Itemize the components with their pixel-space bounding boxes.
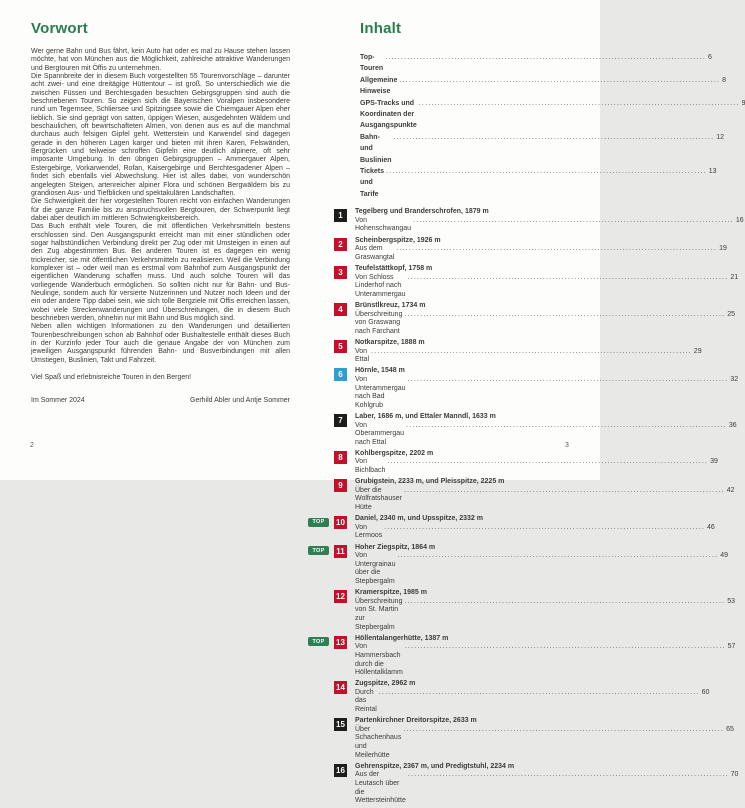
dot-leader	[379, 689, 700, 698]
tour-subtitle: Von Untergrainau über die Stepbergalm	[355, 552, 396, 585]
tour-title: Notkarspitze, 1888 m	[355, 338, 425, 346]
tour-subtitle-row	[355, 487, 735, 513]
toc-tour-entry	[308, 302, 736, 336]
tour-entry-text	[355, 763, 738, 806]
tour-title: Laber, 1686 m, und Ettaler Manndl, 1633 m	[355, 412, 496, 420]
tour-number-badge: 14	[334, 681, 347, 694]
tour-title: Gehrenspitze, 2367 m, und Predigtstuhl, 2234 m	[355, 762, 515, 770]
toc-tour-entry	[308, 589, 736, 632]
vorwort-text	[31, 48, 290, 382]
inhalt-page	[308, 20, 745, 808]
toc-front-entry-label: Bahn- und Buslinien	[360, 133, 392, 164]
toc-front-entry-label: Allgemeine Hinweise	[360, 76, 398, 96]
tour-page: 32	[730, 375, 739, 383]
toc-tour-entry	[308, 412, 737, 447]
dot-leader	[408, 274, 729, 283]
toc-front-entry-page: 6	[707, 54, 712, 61]
tour-number-badge: 12	[334, 590, 347, 603]
tour-entry-text	[355, 717, 734, 760]
tour-subtitle-row	[355, 726, 734, 760]
tour-page: 57	[727, 643, 736, 651]
toc-front-entry	[360, 52, 712, 75]
tour-subtitle: Von Ettal	[355, 347, 370, 364]
page-number-left: 2	[30, 442, 34, 449]
tour-number-badge: 16	[334, 764, 347, 777]
tour-subtitle: Überschreitung von Graswang nach Farchant	[355, 310, 403, 335]
tour-subtitle: Von Oberammergau nach Ettal	[355, 421, 405, 446]
toc-front-entry-page: 9	[741, 99, 745, 107]
tour-number-badge: 15	[334, 718, 347, 731]
dot-leader	[404, 487, 725, 496]
tour-number-badge: 1	[334, 209, 347, 222]
tour-subtitle-row	[355, 552, 728, 586]
toc-tour-entry	[308, 367, 739, 410]
tour-title: Brünstlkreuz, 1734 m	[355, 302, 426, 309]
tour-subtitle-row	[355, 311, 735, 337]
toc-tour-entry	[308, 236, 727, 263]
tour-entry-text	[355, 265, 738, 299]
dot-leader	[408, 376, 729, 385]
tour-page: 16	[735, 216, 744, 224]
tour-number-badge: 6	[334, 368, 347, 381]
tour-entry-text	[355, 413, 737, 447]
tour-number-badge: 4	[334, 303, 347, 316]
dot-leader	[408, 771, 729, 780]
dot-leader	[384, 524, 705, 533]
tour-number-badge: 11	[334, 545, 347, 558]
tour-subtitle: Über die Wolfratshauser Hütte	[355, 486, 402, 512]
toc-tour-entry	[308, 338, 702, 365]
page-number-right: 3	[565, 442, 569, 449]
toc-tour-entry	[308, 543, 729, 587]
toc-tour-entry	[308, 762, 739, 806]
tour-subtitle-row	[355, 217, 744, 234]
tour-title: Partenkirchner Dreitorspitze, 2633 m	[355, 717, 477, 725]
tour-subtitle: Aus der Leutasch über die Wettersteinhütte	[355, 771, 406, 805]
tour-title: Grubigstein, 2233 m, und Pleisspitze, 2225 m	[355, 478, 505, 486]
toc-front-entry-label: Tickets und Tarife	[360, 168, 384, 198]
tour-entry-text	[355, 208, 744, 234]
toc-tour-entry	[308, 478, 735, 512]
tour-page: 49	[720, 552, 729, 560]
dot-leader	[403, 726, 724, 735]
tour-subtitle-row	[355, 348, 702, 365]
top-badge: TOP	[308, 518, 329, 527]
tour-entry-text	[355, 478, 735, 512]
tour-subtitle: Von Hammersbach durch die Höllentalklamm	[355, 643, 403, 677]
dot-leader	[387, 458, 708, 467]
dot-leader	[397, 552, 718, 561]
dot-leader	[371, 348, 692, 357]
tour-subtitle-row	[355, 422, 737, 448]
dot-leader	[413, 217, 734, 226]
tour-number-badge: 2	[334, 238, 347, 251]
tour-title: Daniel, 2340 m, und Upsspitze, 2332 m	[355, 515, 483, 523]
tour-entry-text	[355, 367, 738, 410]
tour-title: Tegelberg und Branderschrofen, 1879 m	[355, 208, 489, 216]
tour-subtitle-row	[355, 689, 709, 715]
tour-subtitle: Von Hohenschwangau	[355, 216, 412, 233]
tour-subtitle: Von Unterammergau nach Bad Kohlgrub	[355, 375, 406, 409]
tour-entry-text	[355, 589, 735, 632]
dot-leader	[386, 166, 707, 177]
authors: Gerhild Abler und Antje Sommer	[190, 397, 290, 405]
tour-subtitle-row	[355, 458, 718, 475]
tour-page: 42	[726, 486, 735, 494]
toc-front-entry-page: 8	[722, 76, 727, 84]
tour-entry-text	[355, 680, 709, 714]
toc-front-entry-label: Top-Touren	[360, 54, 384, 73]
tour-entry-text	[355, 302, 735, 336]
tour-page: 36	[728, 421, 737, 429]
toc-front-entry	[360, 75, 727, 98]
vorwort-page	[31, 20, 290, 404]
tour-title: Zugspitze, 2962 m	[355, 680, 416, 688]
dot-leader	[419, 98, 740, 109]
dot-leader	[394, 132, 715, 143]
tour-page: 46	[707, 523, 715, 531]
vorwort-paragraph: Wer gerne Bahn und Bus fährt, kein Auto hat oder es mal zu Hause stehen lassen möchte, hat von München aus die Möglichkeit, zahlreiche attraktive Wanderungen und Bergtouren mit Öffis zu unternehmen.	[31, 48, 290, 72]
tour-number-badge: 5	[334, 340, 347, 353]
tour-entry-text	[355, 450, 718, 476]
tour-entry-text	[355, 237, 727, 263]
tour-number-badge: 7	[334, 414, 347, 427]
tour-title: Kramerspitze, 1985 m	[355, 589, 427, 597]
tour-subtitle: Über Schachenhaus und Meilerhütte	[355, 725, 402, 759]
vorwort-paragraph: Viel Spaß und erlebnisreiche Touren in den Bergen!	[31, 374, 192, 382]
dot-leader	[396, 245, 717, 254]
tour-page: 60	[701, 688, 710, 696]
vorwort-paragraph: Die Spannbreite der in diesem Buch vorgestellten 55 Tourenvorschläge – darunter acht zwei- und eine dreitägige Hüttentour – ist groß. So unterschiedlich wie die zwischen Füssen und Berchtesgaden besuchten Gebirgsgruppen sind auch die beschriebenen Touren. So zeigen sich die Bayerischen Voralpen insbesondere rund um Tegernsee, Schliersee und Spitzingsee sowie die Chiemgauer Alpen eher lieblich. Sie sind geprägt von satten, üppigen Wiesen, ausgedehnten Wäldern und beschaulichen, oft bewirtschafteten Almen, von denen aus es auf die manchmal durchaus auch felsigen Gipfel geht. Wetterstein und Karwendel sind dagegen gerade in den höheren Lagen karger und bieten mit ihren Karen, Felswänden, Bergrücken und teilweise schroffen Gipfeln eine deutlich alpinere, oft sehr imposante Umgebung. In den übrigen Gebirgsgruppen – Ammergauer Alpen, Estergebirge, Vorkarwendel, Rofan, Kaisergebirge und Berchtesgadener Alpen – findet sich ebenfalls viel Abwechslung. Hier ist alles dabei, von wunderschön angelegten Steigen, artenreicher alpiner Flora und schönen Bergwäldern bis zu grandiosen Aus- und Tiefblicken und spektakulären Landschaften.	[31, 73, 290, 197]
tour-subtitle-row	[355, 245, 727, 262]
tour-title: Hörnle, 1548 m	[355, 367, 405, 375]
tour-number-badge: 8	[334, 451, 347, 464]
vorwort-paragraph: Die Schwierigkeit der hier vorgestellten Touren reicht von einfachen Wanderungen für die ganze Familie bis zu anspruchsvollen Bergtouren, der Schwerpunkt liegt dabei aber deutlich im mittleren Schwierigkeitsbereich.	[31, 198, 290, 222]
inhalt-title: Inhalt	[360, 20, 402, 37]
dot-leader	[406, 422, 727, 431]
top-badge: TOP	[308, 637, 329, 646]
dot-leader	[404, 598, 725, 607]
tour-page: 21	[730, 273, 739, 281]
tour-subtitle-row	[355, 771, 738, 805]
tour-subtitle-row	[355, 643, 735, 677]
tour-page: 70	[730, 771, 739, 779]
tour-subtitle: Überschreitung von St. Martin zur Stepbergalm	[355, 597, 403, 631]
dot-leader	[405, 643, 726, 652]
tour-page: 39	[710, 458, 718, 466]
tour-subtitle-row	[355, 598, 735, 632]
vorwort-title: Vorwort	[31, 20, 88, 37]
tour-subtitle-row	[355, 274, 738, 300]
toc-tour-entry	[308, 208, 744, 234]
toc-front-entry-page: 12	[716, 133, 725, 141]
toc-tour-entry	[308, 634, 736, 678]
tour-number-badge: 3	[334, 266, 347, 279]
dot-leader	[399, 75, 720, 86]
vorwort-paragraph: Neben allen wichtigen Informationen zu den Wanderungen und detaillierten Tourenbeschreibungen schon ab Bahnhof oder Bushaltestelle enthält dieses Buch in der Kurzinfo jeder Tour auch die genaue Angabe der von München zum jeweiligen Ausgangspunkt führenden Bahn- und Busverbindungen mit allen Umstiegen, Buslinien, Takt und Fahrzeit.	[31, 323, 290, 364]
toc-tour-entry	[308, 449, 718, 476]
toc-front-entry-label: GPS-Tracks und Koordinaten der Ausgangspunkte	[360, 99, 417, 130]
tour-entry-text	[355, 635, 735, 678]
toc-tour-entry	[308, 515, 715, 541]
tour-title: Hoher Ziegspitz, 1864 m	[355, 543, 436, 551]
dot-leader	[385, 52, 706, 63]
tour-page: 65	[726, 725, 734, 733]
toc-tour-entry	[308, 717, 734, 760]
tour-page: 25	[727, 310, 736, 318]
tour-number-badge: 13	[334, 636, 347, 649]
tour-title: Höllentalangerhütte, 1387 m	[355, 634, 449, 642]
toc-front-entry	[360, 166, 717, 200]
toc-tour-list	[308, 208, 744, 806]
toc-tour-entry	[308, 265, 739, 299]
toc-front-entry	[360, 132, 725, 166]
tour-title: Kohlbergspitze, 2202 m	[355, 449, 434, 457]
tour-subtitle: Von Bichlbach	[355, 458, 386, 475]
tour-page: 19	[719, 245, 727, 253]
tour-number-badge: 9	[334, 479, 347, 492]
tour-title: Teufelstättkopf, 1758 m	[355, 265, 433, 273]
tour-number-badge: 10	[334, 516, 347, 529]
toc-front-entry	[360, 98, 745, 132]
tour-subtitle: Von Lermoos	[355, 523, 383, 540]
tour-title: Scheinbergspitze, 1926 m	[355, 236, 441, 244]
toc-front-list	[360, 52, 745, 200]
tour-entry-text	[355, 515, 715, 541]
tour-page: 53	[727, 597, 736, 605]
tour-subtitle: Von Schloss Linderhof nach Unterammergau	[355, 273, 406, 298]
tour-subtitle: Durch das Reintal	[355, 688, 377, 714]
tour-entry-text	[355, 544, 728, 587]
vorwort-paragraph: Das Buch enthält viele Touren, die mit öffentlichen Verkehrsmitteln bestens erschlossen sind. Den Ausgangspunkt erreicht man mit einer stündlichen oder sogar halbstündlichen Verbindung direkt per Zug oder mit Umsteigen in einen auf den Zug abgestimmten Bus. Bei anderen Touren ist es dagegen ein wenig trickreicher, sie mit öffentlichen Verkehrsmitteln zu realisieren. Weil die Verbindung komplexer ist – oder weil man es erstmal vom Bahnhof zum Ausgangspunkt der eigentlichen Wanderung schaffen muss. Und auch solche Touren will das vorliegende Wanderbuch ermöglichen. So sollten nicht nur für Bahn- und Bus-Neulinge, sondern auch für versierte Nutzerinnen und Nutzer noch Ideen und der ein oder andere Tipp dabei sein, wie sich tolle Bergziele mit Öffis erreichen lassen, wobei viele Streckenwanderungen und Überschreitungen, die in diesem Buch beschrieben werden, ohnehin nur mit Bahn und Bus möglich sind.	[31, 223, 290, 322]
tour-subtitle-row	[355, 376, 738, 410]
tour-entry-text	[355, 339, 702, 365]
tour-page: 29	[693, 347, 702, 355]
date-line: Im Sommer 2024	[31, 397, 85, 405]
toc-front-entry-page: 13	[708, 168, 717, 176]
signature-row	[31, 397, 290, 404]
dot-leader	[404, 311, 725, 320]
top-badge: TOP	[308, 546, 329, 555]
tour-subtitle: Aus dem Graswangtal	[355, 245, 395, 261]
toc-tour-entry	[308, 680, 710, 714]
tour-subtitle-row	[355, 524, 715, 541]
